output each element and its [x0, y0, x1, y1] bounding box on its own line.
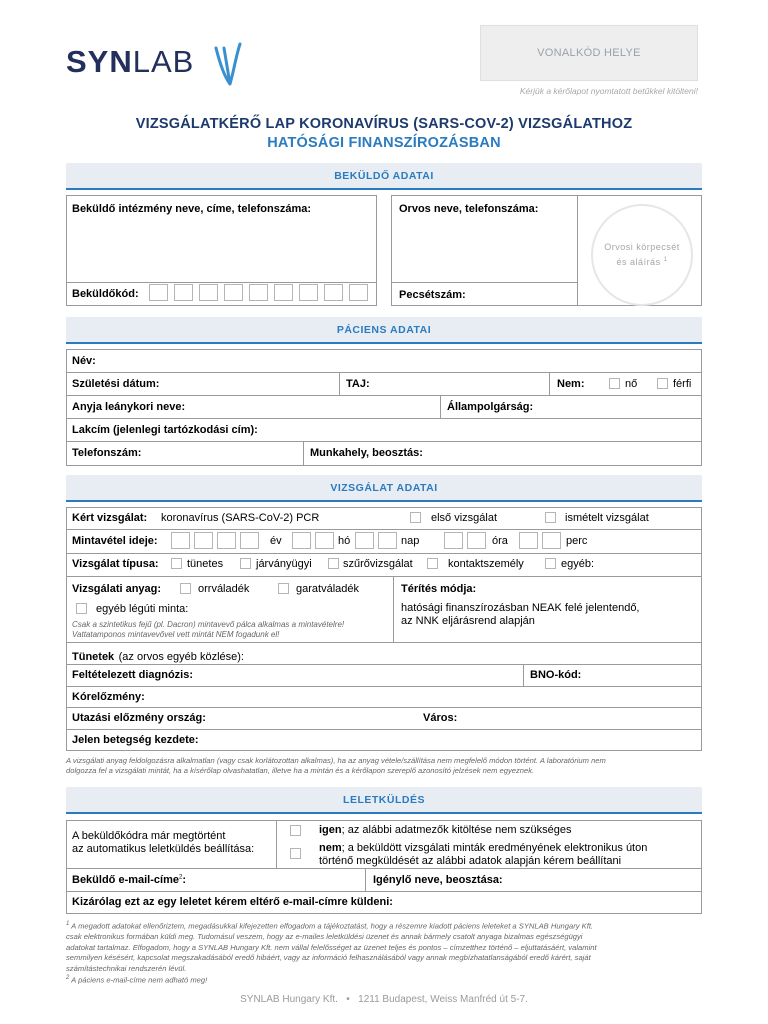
section-exam-header: VIZSGÁLAT ADATAI [66, 475, 702, 502]
other-email-label: Kizárólag ezt az egy leletet kérem eltérő e-mail-címre küldeni: [72, 896, 393, 908]
exam-type-label: Vizsgálat típusa: [72, 558, 159, 570]
payment-text-1: hatósági finanszírozásban NEAK felé jelentendő, [401, 602, 640, 614]
female-checkbox[interactable] [609, 378, 620, 389]
divider [66, 282, 377, 283]
sender-code-boxes [149, 284, 368, 301]
stamp-footnote-ref: 1 [663, 257, 668, 263]
section-sender-header: BEKÜLDŐ ADATAI [66, 163, 702, 190]
yes-bold: igen [319, 824, 342, 836]
footnote-1 [66, 919, 706, 974]
divider [66, 418, 702, 419]
logo-light: LAB [132, 44, 195, 79]
footnote-line: számítástechnikai rendszerén lévül. [66, 963, 187, 973]
other-resp-checkbox[interactable] [76, 603, 87, 614]
minute-digit[interactable] [542, 532, 561, 549]
divider [339, 372, 340, 395]
requester-label: Igénylő neve, beosztása: [373, 874, 503, 886]
footnote-line: csak elektronikus formában küldi meg. Tudomásul veszem, hogy az e-mailes leletküldési üzenet és annak bármely csatolt anyaga bizalmas egészségügyi [66, 932, 583, 942]
no-bold: nem [319, 842, 342, 854]
type-contact-checkbox[interactable] [427, 558, 438, 569]
sender-code-digit[interactable] [149, 284, 168, 301]
no-option [319, 842, 647, 854]
material-note-1: Csak a szintetikus fejű (pl. Dacron) mintavevő pálca alkalmas a mintavételre! [72, 620, 345, 629]
divider [66, 891, 702, 892]
footer-company: SYNLAB Hungary Kft. [240, 994, 338, 1005]
sender-code-digit[interactable] [299, 284, 318, 301]
footnote-line: adatokat tartalmaz. Elfogadom, hogy a SYNLAB Hungary Kft. nem vállal felelősséget az üzenet teljes és pontos – címzetthez történő – eljuttatásáért, valamint [66, 942, 597, 952]
sender-code-label: Beküldőkód: [72, 288, 139, 300]
first-exam-checkbox[interactable] [410, 512, 421, 523]
divider [276, 820, 277, 868]
email-footnote-ref: 2 [178, 874, 183, 881]
minute-boxes [519, 532, 561, 549]
synlab-swoosh-icon [214, 42, 246, 88]
month-digit[interactable] [292, 532, 311, 549]
divider [549, 372, 550, 395]
divider [577, 195, 578, 306]
auto-text-1: A beküldőkódra már megtörtént [72, 830, 226, 842]
no-text: ; a beküldött vizsgálati minták eredményének elektronikus úton [341, 842, 648, 854]
diagnosis-label: Feltételezett diagnózis: [72, 669, 194, 681]
mother-name-label: Anyja leánykori neve: [72, 401, 186, 413]
type-option: járványügyi [256, 558, 312, 570]
footer-separator: • [346, 994, 350, 1005]
barcode-note: Kérjük a kérőlapot nyomtatott betűkkel kitölteni! [519, 86, 698, 96]
type-option: tünetes [187, 558, 224, 570]
day-digit[interactable] [378, 532, 397, 549]
throat-checkbox[interactable] [278, 583, 289, 594]
throat-label: garatváladék [296, 583, 359, 595]
no-text-2: történő megküldését az alábbi adatok alapján kérem beállítani [319, 855, 622, 867]
city-label: Város: [423, 712, 458, 724]
yes-checkbox[interactable] [290, 825, 301, 836]
divider [523, 664, 524, 686]
type-screening-checkbox[interactable] [328, 558, 339, 569]
auto-text-2: az automatikus leletküldés beállítása: [72, 843, 255, 855]
nasal-checkbox[interactable] [180, 583, 191, 594]
sender-code-digit[interactable] [349, 284, 368, 301]
month-digit[interactable] [315, 532, 334, 549]
name-label: Név: [72, 355, 96, 367]
footnote-line: A megadott adatokat ellenőriztem, megadásukkal kifejezetten elfogadom a tájékoztatást, hogy a részemre kiadott páciens leleteket a SYNLAB Hungary Kft. [71, 921, 594, 931]
divider [66, 707, 702, 708]
divider [66, 729, 702, 730]
footnote-line: semmilyen késésért, kapcsolat megszakadásából eredő hibáért, vagy az információ felhasználásából vagy annak megbízhatatlanságából eredő kárért, saját [66, 953, 591, 963]
month-label: hó [338, 535, 351, 547]
page-footer [0, 994, 768, 1005]
type-option: szűrővizsgálat [343, 558, 413, 570]
material-label: Vizsgálati anyag: [72, 583, 162, 595]
birth-date-label: Születési dátum: [72, 378, 160, 390]
no-checkbox[interactable] [290, 848, 301, 859]
month-boxes [292, 532, 334, 549]
year-label: év [270, 535, 282, 547]
logo-bold: SYN [66, 44, 133, 79]
yes-text: ; az alábbi adatmezők kitöltése nem szükséges [341, 824, 572, 836]
year-digit[interactable] [194, 532, 213, 549]
yes-option [319, 824, 572, 836]
phone-label: Telefonszám: [72, 447, 142, 459]
year-boxes [171, 532, 259, 549]
barcode-area: VONALKÓD HELYE [480, 25, 698, 81]
form-subtitle: HATÓSÁGI FINANSZÍROZÁSBAN [267, 135, 501, 151]
email-label: Beküldő e-mail-címe [72, 874, 179, 886]
sender-code-digit[interactable] [249, 284, 268, 301]
sender-code-digit[interactable] [174, 284, 193, 301]
footnote-2 [66, 973, 207, 986]
footnote-2-text: A páciens e-mail-címe nem adható meg! [71, 975, 208, 985]
footnote-1-ref: 1 [66, 921, 70, 927]
other-resp-label: egyéb légúti minta: [96, 603, 189, 615]
material-note-2: Vattatamponos mintavevővel vett mintát NEM fogadunk el! [72, 630, 280, 639]
stamp-number-label: Pecsétszám: [399, 289, 466, 301]
footer-address: 1211 Budapest, Weiss Manfréd út 5-7. [358, 994, 528, 1005]
form-title: VIZSGÁLATKÉRŐ LAP KORONAVÍRUS (SARS-COV-2) VIZSGÁLATHOZ [135, 116, 633, 132]
payment-label: Térítés módja: [401, 583, 477, 595]
disclaimer [66, 756, 706, 776]
divider [66, 576, 702, 577]
stamp-line1: Orvosi körpecsét [604, 242, 680, 252]
requested-exam-label: Kért vizsgálat: [72, 512, 148, 524]
day-boxes [355, 532, 397, 549]
divider [66, 868, 702, 869]
section-patient-header: PÁCIENS ADATAI [66, 317, 702, 344]
type-symptomatic-checkbox[interactable] [171, 558, 182, 569]
history-label: Kórelőzmény: [72, 691, 145, 703]
doctor-stamp-area [591, 204, 693, 306]
hour-digit[interactable] [467, 532, 486, 549]
requested-exam-value: koronavírus (SARS-CoV-2) PCR [161, 512, 320, 524]
symptoms-hint: (az orvos egyéb közlése): [118, 651, 244, 663]
symptoms-label: Tünetek [72, 651, 115, 663]
divider [66, 529, 702, 530]
female-label: nő [625, 378, 638, 390]
synlab-logo [66, 44, 194, 94]
divider [365, 868, 366, 891]
divider [66, 686, 702, 687]
day-digit[interactable] [355, 532, 374, 549]
sender-code-digit[interactable] [274, 284, 293, 301]
year-digit[interactable] [217, 532, 236, 549]
disclaimer-line: dolgozza fel a vizsgálati mintát, ha a kísérőlap olvashatatlan, illetve ha a mintán és a kérőlapon szereplő azonosító jelzések nem egyeznek. [66, 766, 535, 775]
type-other-checkbox[interactable] [545, 558, 556, 569]
citizenship-label: Állampolgárság: [447, 401, 534, 413]
symptoms-row [72, 647, 244, 665]
address-label: Lakcím (jelenlegi tartózkodási cím): [72, 424, 258, 436]
divider [303, 441, 304, 466]
year-digit[interactable] [240, 532, 259, 549]
divider [440, 395, 441, 418]
sample-time-label: Mintavétel ideje: [72, 535, 158, 547]
travel-label: Utazási előzmény ország: [72, 712, 206, 724]
payment-text-2: az NNK eljárásrend alapján [401, 615, 535, 627]
hour-boxes [444, 532, 486, 549]
divider [66, 441, 702, 442]
bno-label: BNO-kód: [530, 669, 582, 681]
stamp-line2: és aláírás [616, 257, 661, 267]
footnote-2-ref: 2 [66, 975, 70, 981]
email-row: Beküldő e-mail-címe$^2$: [72, 874, 186, 886]
divider [66, 395, 702, 396]
divider [393, 576, 394, 642]
first-exam-label: első vizsgálat [431, 512, 498, 524]
taj-label: TAJ: [346, 378, 370, 390]
divider [66, 553, 702, 554]
sender-code-digit[interactable] [224, 284, 243, 301]
institution-label: Beküldő intézmény neve, címe, telefonszáma: [72, 203, 312, 215]
type-option: egyéb: [561, 558, 595, 570]
male-checkbox[interactable] [657, 378, 668, 389]
divider [66, 642, 702, 643]
sender-code-digit[interactable] [199, 284, 218, 301]
divider [391, 282, 577, 283]
repeat-exam-label: ismételt vizsgálat [565, 512, 649, 524]
hour-label: óra [492, 535, 508, 547]
disclaimer-line: A vizsgálati anyag feldolgozásra alkalmatlan (vagy csak korlátozottan alkalmas), ha az anyag vétele/szállítása nem megfelelő módon történt. A laboratórium nem [66, 756, 606, 765]
minute-digit[interactable] [519, 532, 538, 549]
day-label: nap [401, 535, 420, 547]
section-results-header: LELETKÜLDÉS [66, 787, 702, 814]
nasal-label: orrváladék [198, 583, 250, 595]
type-option: kontaktszemély [448, 558, 524, 570]
divider [66, 372, 702, 373]
type-epidemiological-checkbox[interactable] [240, 558, 251, 569]
year-digit[interactable] [171, 532, 190, 549]
onset-label: Jelen betegség kezdete: [72, 734, 199, 746]
hour-digit[interactable] [444, 532, 463, 549]
minute-label: perc [566, 535, 588, 547]
sex-label: Nem: [557, 378, 585, 390]
male-label: férfi [673, 378, 692, 390]
sender-code-digit[interactable] [324, 284, 343, 301]
workplace-label: Munkahely, beosztás: [310, 447, 423, 459]
doctor-label: Orvos neve, telefonszáma: [399, 203, 539, 215]
repeat-exam-checkbox[interactable] [545, 512, 556, 523]
